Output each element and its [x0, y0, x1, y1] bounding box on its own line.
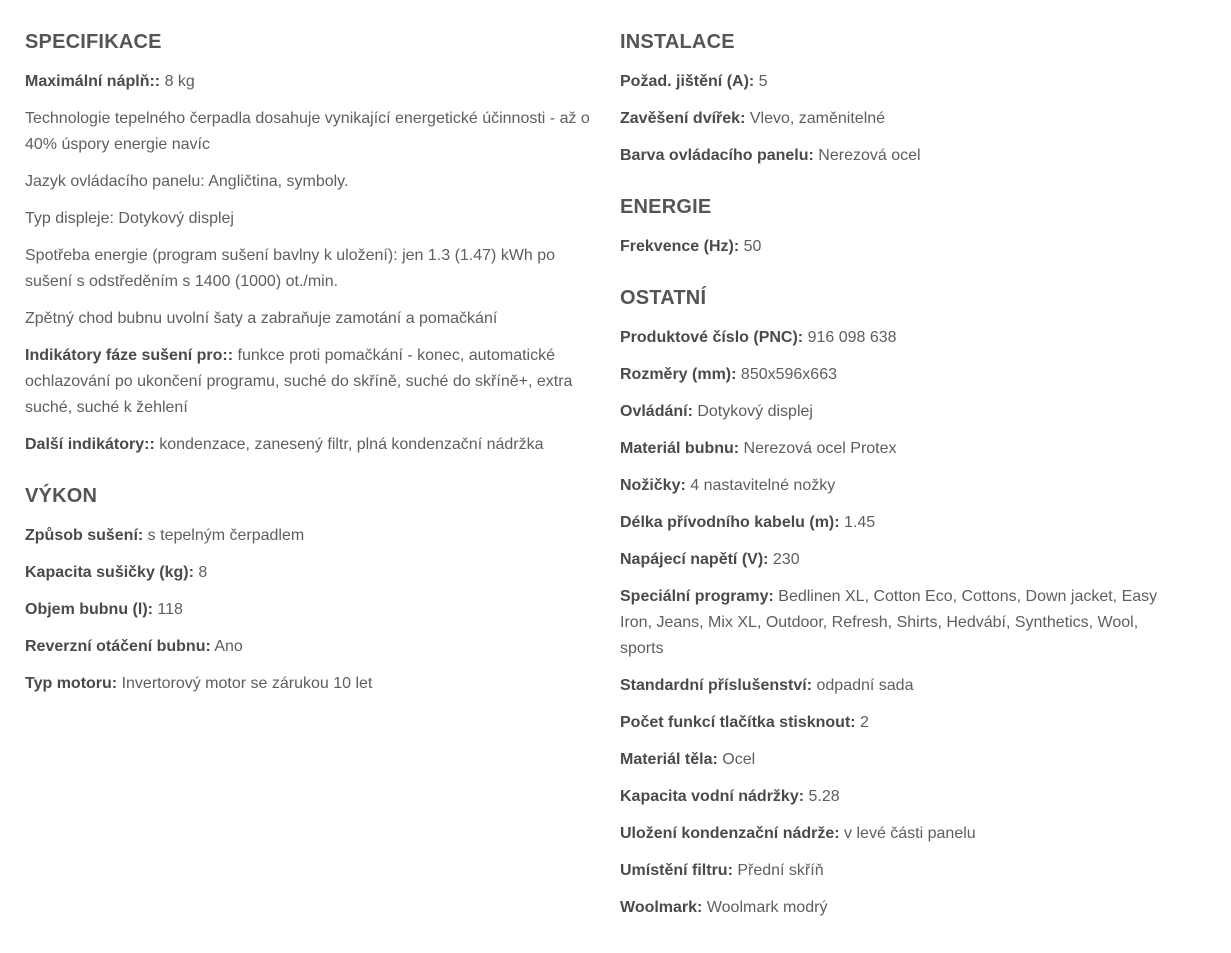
spec-row [25, 634, 590, 660]
section-ostatni [620, 286, 1185, 921]
spec-value: Zpětný chod bubnu uvolní šaty a zabraňuje zamotání a pomačkání [25, 310, 498, 327]
spec-row [620, 858, 1185, 884]
section-vykon [25, 484, 590, 697]
section-energie [620, 195, 1185, 260]
spec-label: Kapacita sušičky (kg): [25, 564, 194, 581]
spec-label: Rozměry (mm): [620, 366, 737, 383]
spec-value: Přední skříň [732, 862, 824, 879]
spec-value: Vlevo, zaměnitelné [745, 110, 886, 127]
section-title: OSTATNÍ [620, 287, 707, 309]
spec-row [620, 143, 1185, 169]
spec-value: Dotykový displej [692, 403, 813, 420]
spec-value: 50 [739, 238, 762, 255]
spec-row [620, 325, 1185, 351]
spec-label: Typ motoru: [25, 675, 118, 692]
spec-label: Napájecí napětí (V): [620, 551, 769, 568]
spec-row [25, 206, 590, 232]
spec-row [620, 399, 1185, 425]
spec-label: Nožičky: [620, 477, 686, 494]
spec-label: Další indikátory:: [25, 436, 155, 453]
spec-row [25, 671, 590, 697]
spec-label: Woolmark: [620, 899, 703, 916]
spec-row [25, 523, 590, 549]
spec-value: 4 nastavitelné nožky [685, 477, 836, 494]
spec-value: 1.45 [839, 514, 876, 531]
spec-value: Nerezová ocel [813, 147, 921, 164]
spec-value: 850x596x663 [736, 366, 837, 383]
spec-row [25, 243, 590, 295]
spec-label: Maximální náplň:: [25, 73, 161, 90]
spec-value: odpadní sada [812, 677, 914, 694]
spec-value: Ocel [717, 751, 756, 768]
spec-label: Počet funkcí tlačítka stisknout: [620, 714, 856, 731]
spec-label: Reverzní otáčení bubnu: [25, 638, 211, 655]
section-instalace [620, 30, 1185, 169]
spec-value: 230 [768, 551, 800, 568]
spec-value: kondenzace, zanesený filtr, plná kondenzační nádržka [154, 436, 544, 453]
spec-label: Produktové číslo (PNC): [620, 329, 804, 346]
spec-row [620, 69, 1185, 95]
spec-value: Jazyk ovládacího panelu: Angličtina, symboly. [25, 173, 349, 190]
spec-row [25, 343, 590, 421]
spec-value: Technologie tepelného čerpadla dosahuje vynikající energetické účinnosti - až o 40% úspory energie navíc [25, 110, 590, 153]
spec-value: Nerezová ocel Protex [739, 440, 897, 457]
spec-row [25, 432, 590, 458]
spec-row [620, 710, 1185, 736]
left-column [25, 30, 590, 723]
section-specifikace [25, 30, 590, 458]
spec-row [25, 169, 590, 195]
spec-row [25, 306, 590, 332]
spec-label: Umístění filtru: [620, 862, 733, 879]
spec-value: Typ displeje: Dotykový displej [25, 210, 234, 227]
spec-row [620, 821, 1185, 847]
spec-label: Délka přívodního kabelu (m): [620, 514, 840, 531]
spec-label: Kapacita vodní nádržky: [620, 788, 805, 805]
spec-row [620, 784, 1185, 810]
spec-row [25, 560, 590, 586]
spec-value: 5.28 [804, 788, 840, 805]
right-column [620, 30, 1185, 947]
section-title: VÝKON [25, 485, 98, 507]
spec-label: Ovládání: [620, 403, 693, 420]
spec-value: funkce proti pomačkání - konec, automatické ochlazování po ukončení programu, suché do skříně, suché do skříně+, extra suché, suché k žehlení [25, 347, 573, 416]
spec-row [25, 69, 590, 95]
spec-row [620, 510, 1185, 536]
spec-value: 2 [855, 714, 869, 731]
spec-row [620, 584, 1185, 662]
spec-label: Uložení kondenzační nádrže: [620, 825, 840, 842]
spec-value: Ano [210, 638, 243, 655]
spec-value: 916 098 638 [803, 329, 897, 346]
section-title: SPECIFIKACE [25, 31, 162, 53]
spec-label: Speciální programy: [620, 588, 774, 605]
spec-value: 8 kg [160, 73, 195, 90]
spec-row [620, 106, 1185, 132]
spec-row [620, 673, 1185, 699]
spec-row [620, 436, 1185, 462]
spec-label: Zavěšení dvířek: [620, 110, 746, 127]
spec-label: Frekvence (Hz): [620, 238, 740, 255]
spec-row [620, 747, 1185, 773]
spec-label: Materiál těla: [620, 751, 718, 768]
spec-label: Barva ovládacího panelu: [620, 147, 814, 164]
section-title: INSTALACE [620, 31, 735, 53]
spec-row [620, 547, 1185, 573]
spec-value: 8 [193, 564, 208, 581]
section-title: ENERGIE [620, 196, 712, 218]
spec-value: 118 [152, 601, 183, 618]
spec-value: Woolmark modrý [702, 899, 828, 916]
spec-row [25, 597, 590, 623]
spec-label: Indikátory fáze sušení pro:: [25, 347, 234, 364]
spec-row [620, 234, 1185, 260]
spec-value: Spotřeba energie (program sušení bavlny k uložení): jen 1.3 (1.47) kWh po sušení s odstředěním s 1400 (1000) ot./min. [25, 247, 556, 290]
spec-value: v levé části panelu [839, 825, 976, 842]
spec-row [25, 106, 590, 158]
spec-row [620, 895, 1185, 921]
spec-value: 5 [754, 73, 768, 90]
spec-value: s tepelným čerpadlem [143, 527, 305, 544]
spec-label: Standardní příslušenství: [620, 677, 813, 694]
spec-row [620, 362, 1185, 388]
spec-value: Bedlinen XL, Cotton Eco, Cottons, Down jacket, Easy Iron, Jeans, Mix XL, Outdoor, Refresh, Shirts, Hedvábí, Synthetics, Wool, sports [620, 588, 1158, 657]
spec-value: Invertorový motor se zárukou 10 let [117, 675, 373, 692]
spec-label: Materiál bubnu: [620, 440, 740, 457]
spec-row [620, 473, 1185, 499]
spec-label: Požad. jištění (A): [620, 73, 755, 90]
spec-label: Objem bubnu (l): [25, 601, 153, 618]
spec-label: Způsob sušení: [25, 527, 144, 544]
